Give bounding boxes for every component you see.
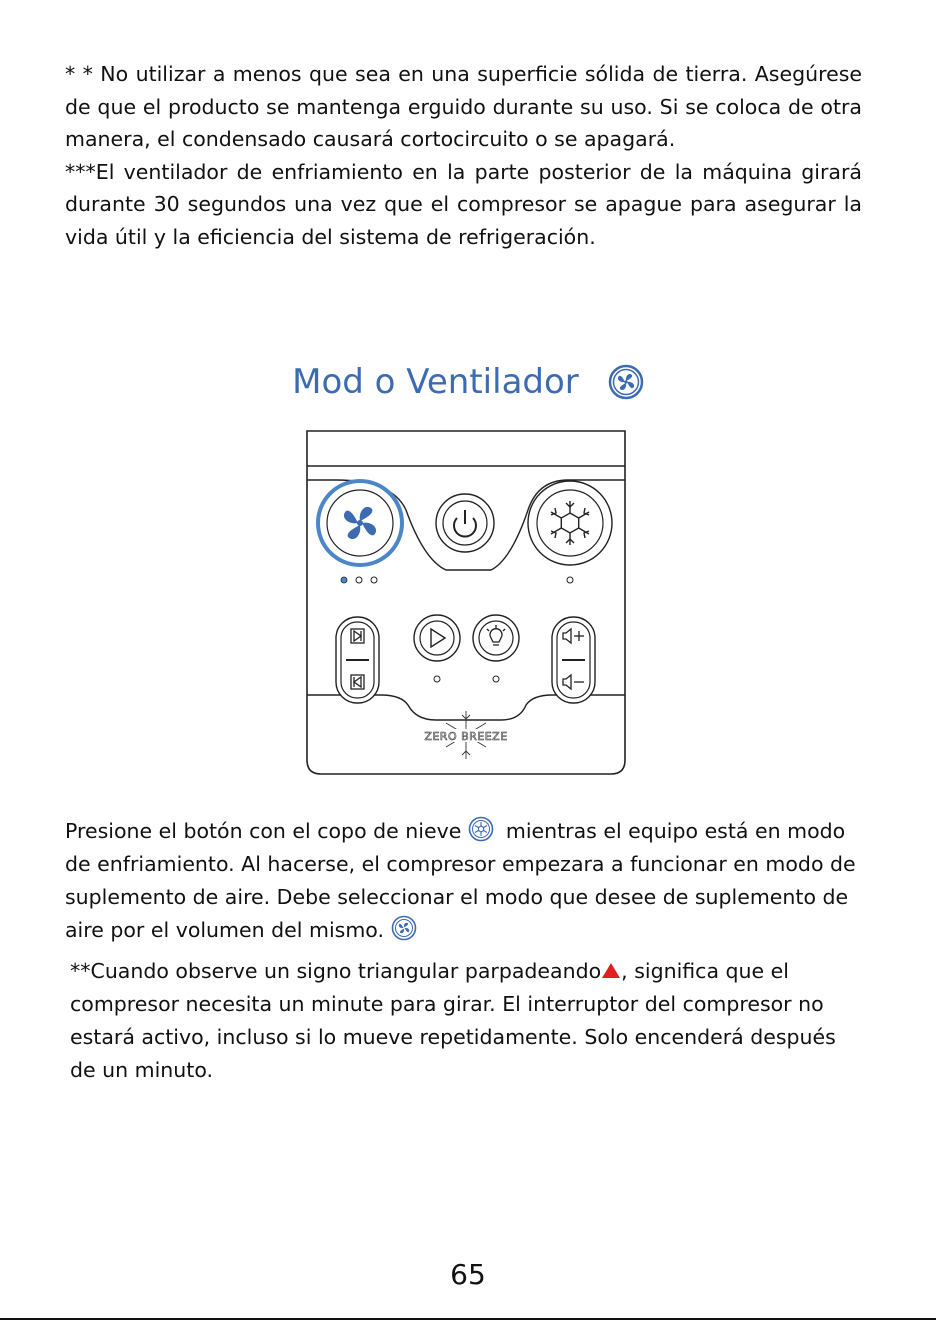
fan-icon [608, 364, 644, 400]
play-button[interactable] [414, 615, 460, 661]
section-title [0, 362, 936, 402]
warning-text-end: , significa que el compresor necesita un minute para girar. El interruptor del compresor no estará activo, incluso si lo mueve repetidamente. Solo encenderá después de un minuto. [70, 959, 836, 1082]
snowflake-icon [468, 816, 494, 842]
page-number: 65 [450, 1258, 486, 1291]
instruction-text-start: Presione el botón con el copo de nieve [65, 819, 462, 843]
fan-icon [391, 915, 417, 941]
instruction-paragraph [65, 815, 865, 947]
instruction-text-end: mientras el equipo está en modo de enfriamiento. Al hacerse, el compresor empezara a funcionar en modo de suplemento de aire. Debe seleccionar el modo que desee de suplemento de aire por el volumen del mismo. [65, 819, 856, 942]
section-title-text: Mod o Ventilador [292, 362, 579, 402]
fan-button[interactable] [318, 481, 402, 565]
light-button[interactable] [473, 615, 519, 661]
intro-line-1: * * No utilizar a menos que sea en una superficie sólida de tierra. Asegúrese de que el producto se mantenga erguido durante su uso. Si se coloca de otra manera, el condensado causará cortocircuito o se apagará. [65, 62, 862, 152]
warning-triangle-icon [602, 963, 620, 978]
intro-line-2: ***El ventilador de enfriamiento en la parte posterior de la máquina girará durante 30 segundos una vez que el compresor se apague para asegurar la vida útil y la eficiencia del sistema de refrigeración. [65, 159, 862, 249]
track-rocker[interactable] [336, 617, 379, 703]
warning-text-start: **Cuando observe un signo triangular parpadeando [70, 959, 602, 983]
brand-text: ZERO BREEZE [424, 730, 508, 743]
intro-paragraph [65, 58, 862, 254]
footer-rule [0, 1318, 936, 1320]
warning-paragraph [70, 955, 860, 1087]
control-panel-illustration [306, 430, 626, 776]
power-button[interactable] [436, 494, 494, 552]
volume-rocker[interactable] [552, 617, 595, 703]
snowflake-button[interactable] [528, 481, 612, 565]
